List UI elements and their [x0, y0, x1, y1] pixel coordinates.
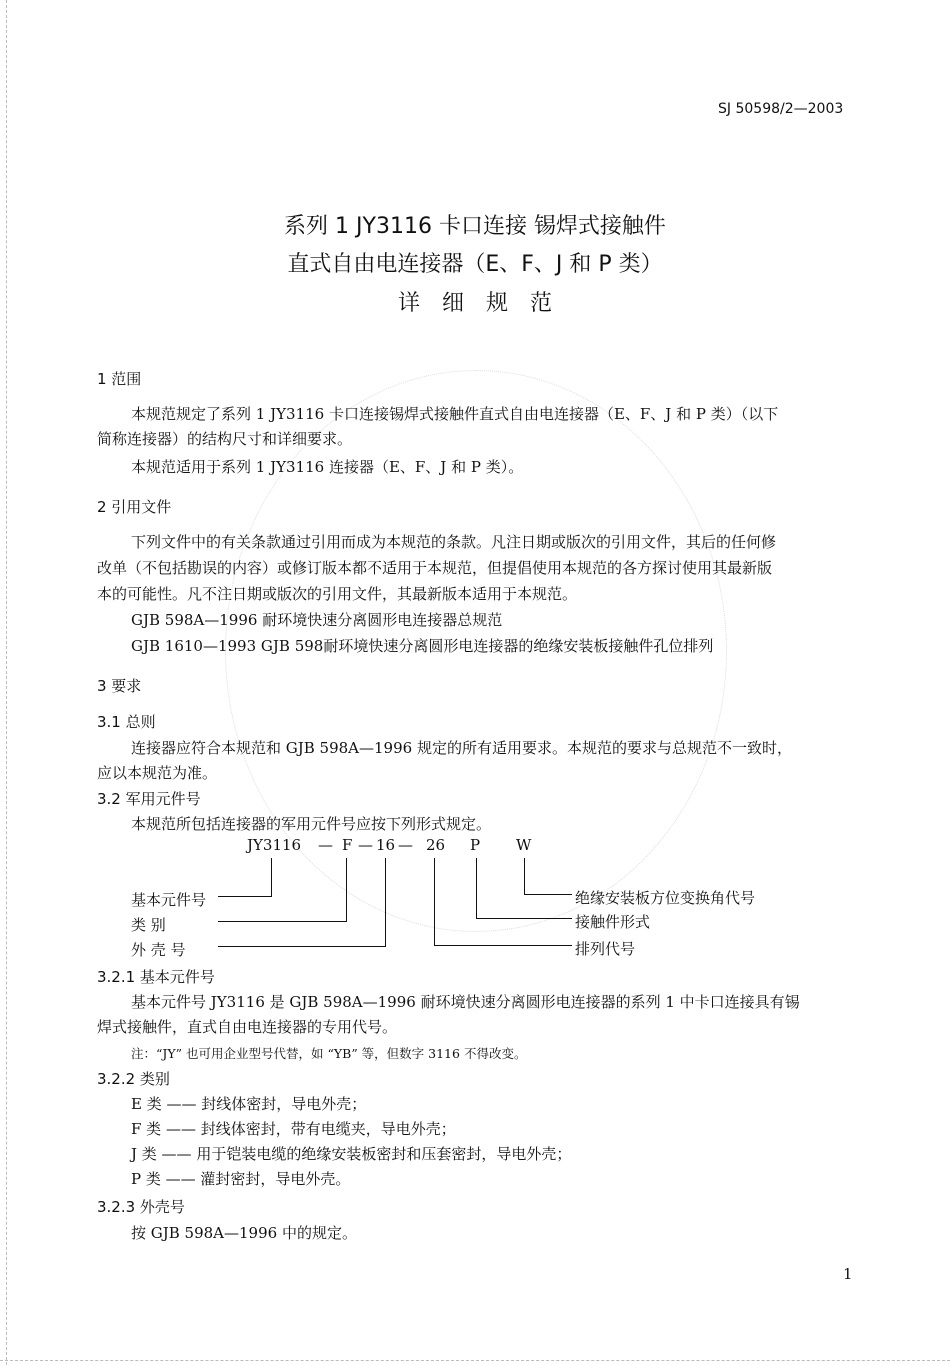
label-base-part: 基本元件号 [131, 891, 207, 909]
leader-base-horizontal [218, 896, 272, 897]
leader-rotation-horizontal [524, 894, 572, 895]
pn-shell: 16 [376, 836, 396, 854]
pn-contact: P [470, 836, 481, 854]
section-3-2-3-para: 按 GJB 598A—1996 中的规定。 [131, 1224, 357, 1242]
section-3-1-heading: 3.1 总则 [97, 713, 156, 731]
section-3-2-1-note: 注：“JY” 也可用企业型号代替，如 “YB” 等，但数字 3116 不得改变。 [131, 1046, 527, 1061]
class-j-item: J 类 —— 用于铠装电缆的绝缘安装板密封和压套密封，导电外壳； [131, 1145, 572, 1163]
page-edge-bottom [0, 1360, 950, 1362]
section-3-2-1-para-a: 基本元件号 JY3116 是 GJB 598A—1996 耐环境快速分离圆形电连接器的系列 1 中卡口连接具有锡 [131, 993, 800, 1011]
section-3-heading: 3 要求 [97, 677, 142, 695]
section-3-2-3-heading: 3.2.3 外壳号 [97, 1198, 185, 1216]
leader-base-vertical [271, 858, 272, 896]
section-2-para-a: 下列文件中的有关条款通过引用而成为本规范的条款。凡注日期或版次的引用文件，其后的任何修 [131, 533, 777, 551]
leader-shell-vertical [385, 858, 386, 947]
leader-arrangement-vertical [434, 858, 435, 946]
section-3-2-1-heading: 3.2.1 基本元件号 [97, 968, 215, 986]
section-3-1-para-b: 应以本规范为准。 [97, 764, 218, 782]
leader-contact-vertical [476, 858, 477, 919]
section-1-heading: 1 范围 [97, 370, 142, 388]
leader-class-horizontal [218, 921, 347, 922]
section-3-2-2-heading: 3.2.2 类别 [97, 1070, 170, 1088]
pn-class: F [342, 836, 353, 854]
section-2-para-c: 本的可能性。凡不注日期或版次的引用文件，其最新版本适用于本规范。 [97, 585, 578, 603]
section-2-heading: 2 引用文件 [97, 498, 172, 516]
leader-shell-horizontal [218, 946, 386, 947]
label-rotation: 绝缘安装板方位变换角代号 [575, 889, 756, 907]
document-code: SJ 50598/2—2003 [718, 101, 844, 117]
leader-arrangement-horizontal [434, 945, 572, 946]
leader-class-vertical [346, 858, 347, 921]
label-class: 类 别 [131, 916, 166, 934]
class-e-item: E 类 —— 封线体密封，导电外壳； [131, 1095, 367, 1113]
label-shell: 外 壳 号 [131, 941, 186, 959]
title-line-1: 系列 1 JY3116 卡口连接 锡焊式接触件 [284, 214, 666, 239]
class-p-item: P 类 —— 灌封密封，导电外壳。 [131, 1170, 351, 1188]
pn-rotation: W [516, 836, 532, 854]
section-1-para-1b: 简称连接器）的结构尺寸和详细要求。 [97, 430, 353, 448]
section-3-2-1-para-b: 焊式接触件，直式自由电连接器的专用代号。 [97, 1018, 398, 1036]
leader-rotation-vertical [524, 858, 525, 895]
page-number: 1 [843, 1265, 853, 1283]
pn-dash-2: — [358, 836, 373, 854]
pn-dash-3: — [398, 836, 413, 854]
section-3-1-para-a: 连接器应符合本规范和 GJB 598A—1996 规定的所有适用要求。本规范的要求与总规范不一致时， [131, 739, 792, 757]
class-f-item: F 类 —— 封线体密封，带有电缆夹，导电外壳； [131, 1120, 456, 1138]
section-3-2-para: 本规范所包括连接器的军用元件号应按下列形式规定。 [131, 815, 492, 833]
reference-gjb-1610: GJB 1610—1993 GJB 598耐环境快速分离圆形电连接器的绝缘安装板接触件孔位排列 [131, 637, 714, 655]
leader-contact-horizontal [476, 918, 572, 919]
label-arrangement: 排列代号 [575, 940, 636, 958]
section-3-2-heading: 3.2 军用元件号 [97, 790, 201, 808]
title-line-2: 直式自由电连接器（E、F、J 和 P 类） [287, 252, 663, 277]
section-1-para-2: 本规范适用于系列 1 JY3116 连接器（E、F、J 和 P 类）。 [131, 458, 524, 476]
title-line-3: 详细规范 [397, 291, 574, 316]
pn-arrangement: 26 [426, 836, 446, 854]
reference-gjb-598a: GJB 598A—1996 耐环境快速分离圆形电连接器总规范 [131, 611, 503, 629]
page-edge-left [6, 0, 8, 1365]
section-1-para-1a: 本规范规定了系列 1 JY3116 卡口连接锡焊式接触件直式自由电连接器（E、F、J 和 P 类）（以下 [131, 405, 779, 423]
pn-base: JY3116 [247, 836, 302, 854]
section-2-para-b: 改单（不包括勘误的内容）或修订版本都不适用于本规范，但提倡使用本规范的各方探讨使用其最新版 [97, 559, 773, 577]
label-contact: 接触件形式 [575, 913, 651, 931]
pn-dash-1: — [318, 836, 333, 854]
